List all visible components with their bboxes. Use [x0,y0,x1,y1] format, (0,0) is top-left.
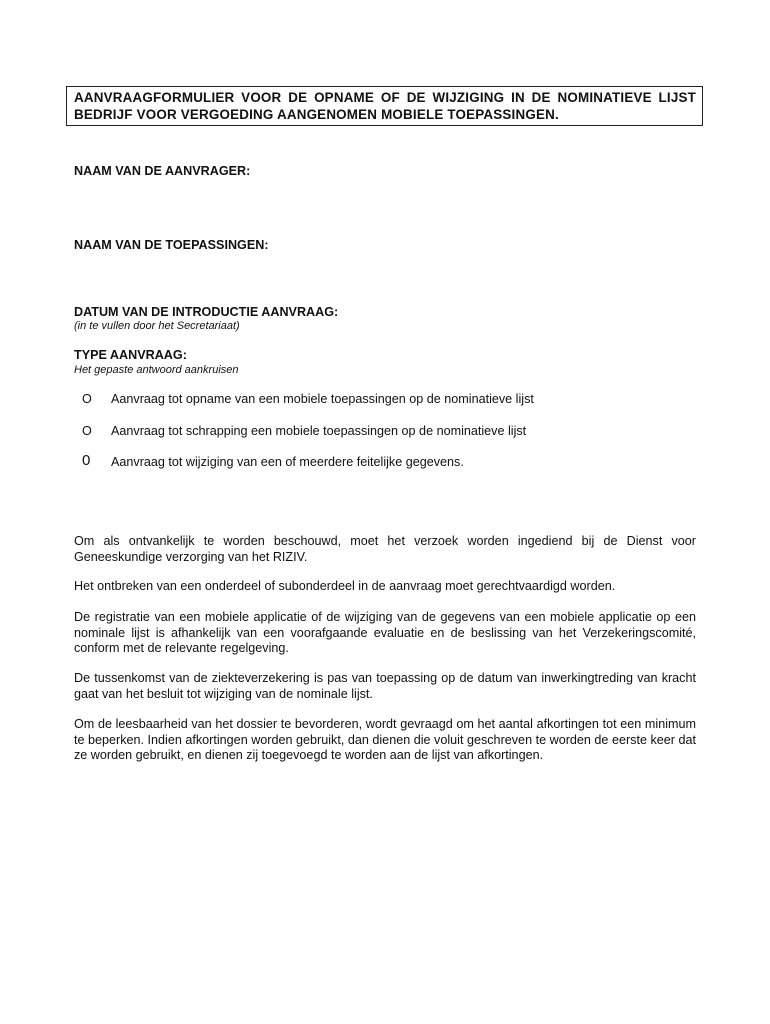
option-checkbox-mark[interactable]: 0 [82,452,91,469]
paragraph-intervention: De tussenkomst van de ziekteverzekering is pas van toepassing op de datum van inwerkingtreding van kracht gaat van het besluit tot wijziging van de nominale lijst. [74,671,696,701]
option-removal[interactable] [82,424,526,439]
request-type-label: TYPE AANVRAAG: [74,348,187,362]
paragraph-abbreviations: Om de leesbaarheid van het dossier te bevorderen, wordt gevraagd om het aantal afkortingen tot een minimum te beperken. Indien afkortingen worden gebruikt, dan dienen die voluit geschreven te worden de eerste keer dat ze worden gebruikt, en dienen zij toegevoegd te worden aan de lijst van afkortingen. [74,717,696,762]
option-checkbox-mark[interactable]: O [82,392,92,406]
paragraph-missing-parts: Het ontbreken van een onderdeel of subonderdeel in de aanvraag moet gerechtvaardigd worden. [74,579,616,593]
paragraph-registration: De registratie van een mobiele applicatie of de wijziging van de gegevens van een mobiele applicatie op een nominale lijst is afhankelijk van een voorafgaande evaluatie en de beslissing van het Verzekeringscomité, conform met de relevante regelgeving. [74,610,696,655]
applicant-name-label: NAAM VAN DE AANVRAGER: [74,164,251,178]
option-label: Aanvraag tot opname van een mobiele toepassingen op de nominatieve lijst [111,392,534,406]
paragraph-admissibility: Om als ontvankelijk te worden beschouwd, moet het verzoek worden ingediend bij de Dienst voor Geneeskundige verzorging van het RIZIV. [74,534,696,564]
option-modification[interactable] [82,452,464,470]
option-label: Aanvraag tot wijziging van een of meerdere feitelijke gegevens. [111,455,464,469]
introduction-date-label: DATUM VAN DE INTRODUCTIE AANVRAAG: [74,305,339,319]
option-label: Aanvraag tot schrapping een mobiele toepassingen op de nominatieve lijst [111,424,527,438]
form-title: AANVRAAGFORMULIER VOOR DE OPNAME OF DE WIJZIGING IN DE NOMINATIEVE LIJST BEDRIJF VOOR VERGOEDING AANGENOMEN MOBIELE TOEPASSINGEN. [66,86,703,126]
option-checkbox-mark[interactable]: O [82,424,92,438]
request-type-note: Het gepaste antwoord aankruisen [74,364,239,376]
applications-name-label: NAAM VAN DE TOEPASSINGEN: [74,238,269,252]
option-inclusion[interactable] [82,392,534,407]
introduction-date-note: (in te vullen door het Secretariaat) [74,320,240,332]
